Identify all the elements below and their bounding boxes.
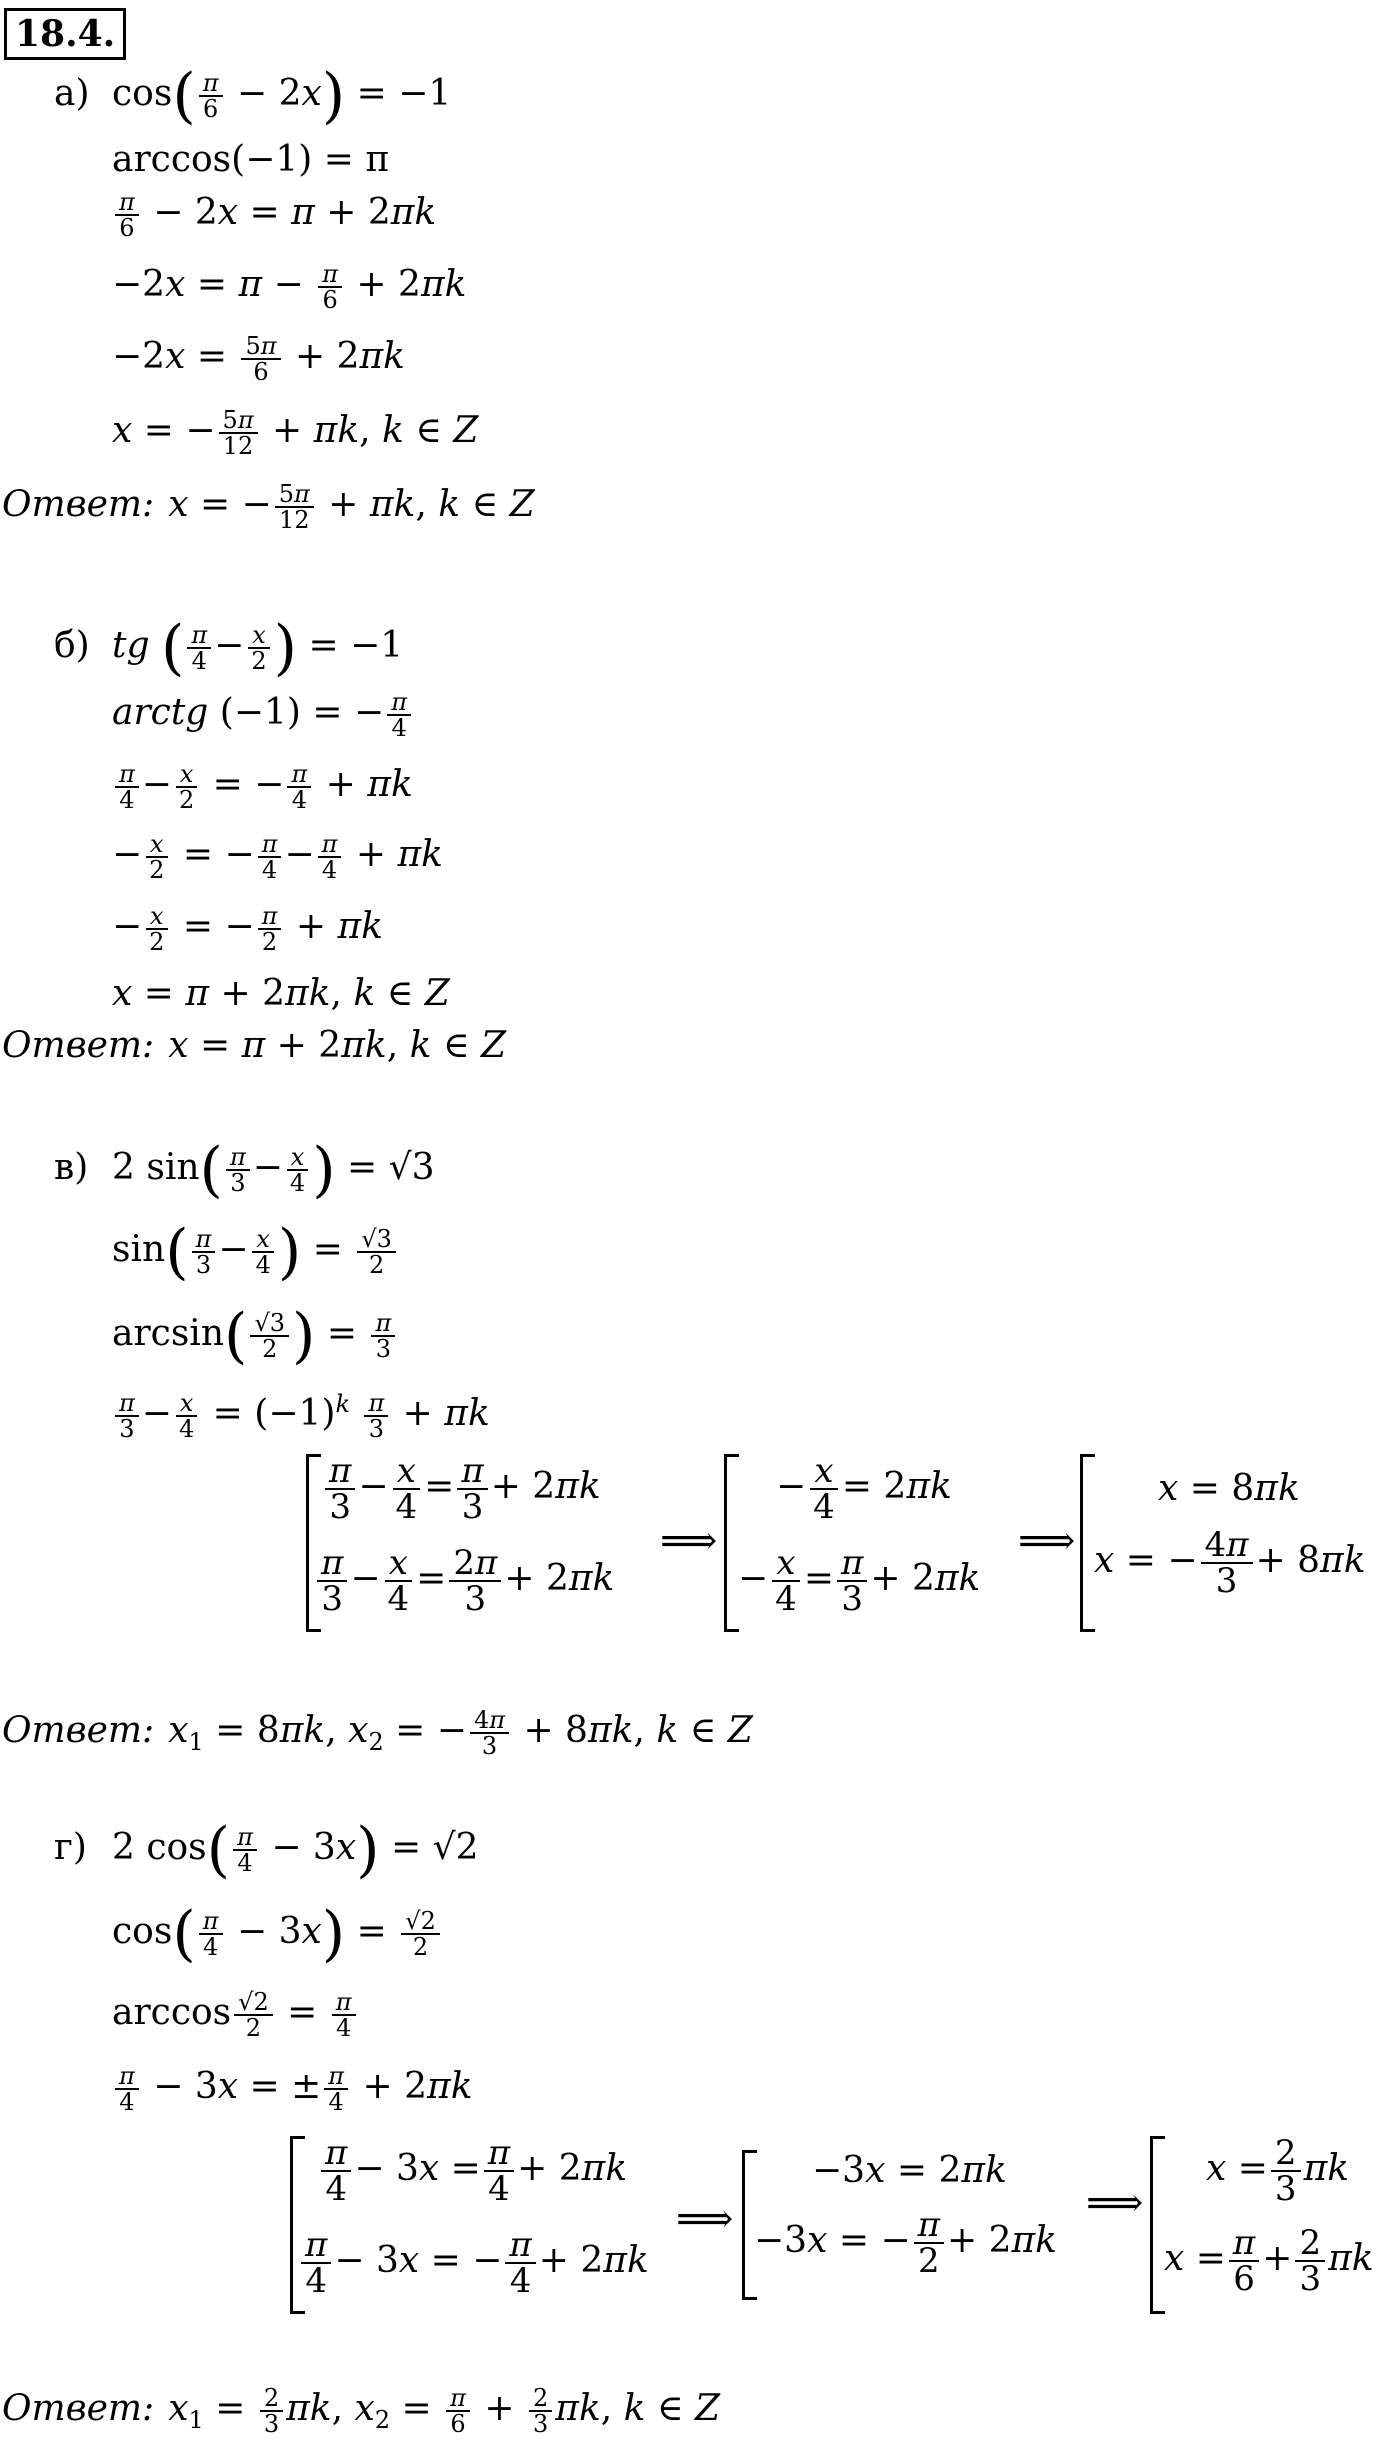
part-d-system-3-row-2: x = $\frac{\pi}{6}$ + $\frac{2}{3}$ πk (1164, 2223, 1374, 2299)
part-a-step-3: $\frac{\pi}{6}$ − 2x = π + 2πk (112, 190, 436, 240)
part-d-answer: Ответ: $x_1$ = $\frac{2}{3}$ πk, $x_2$ = $\frac{\pi}{6}$ + $\frac{2}{3}$ πk, k ∈ Z (2, 2384, 721, 2438)
part-d-label: г) (54, 1827, 87, 1868)
answer-word: Ответ: (2, 2388, 155, 2429)
part-c-system-3-row-1: x = 8πk (1158, 1468, 1300, 1509)
part-b-step-3: $\frac{\pi}{4}$ − $\frac{x}{2}$ = − $\frac{\pi}{4}$ + πk (112, 762, 413, 812)
part-b-answer: Ответ: x = π + 2πk, k ∈ Z (2, 1025, 506, 1066)
part-a-label: а) (54, 73, 90, 114)
part-a-step-1: а) cos( $\frac{\pi}{6}$ − 2x) = −1 (54, 61, 452, 131)
part-c-system-3-row-2: x = − $\frac{4\pi}{3}$ + 8πk (1094, 1525, 1366, 1601)
part-d-step-4: $\frac{\pi}{4}$ − 3x = ± $\frac{\pi}{4}$ + 2πk (112, 2064, 473, 2114)
part-c-step-3: arcsin( $\frac{√3}{2}$ ) = $\frac{\pi}{3}$ (112, 1306, 398, 1366)
part-c-step-1: в) 2 sin( $\frac{\pi}{3}$ − $\frac{x}{4}$ ) = √3 (54, 1135, 435, 1205)
part-d-step-2: cos( $\frac{\pi}{4}$ − 3x) = $\frac{√2}{2}$ (112, 1904, 443, 1964)
part-a-step-6: x = − $\frac{5\pi}{12}$ + πk, k ∈ Z (112, 406, 479, 460)
implies-arrow: ⟹ (660, 1518, 718, 1564)
answer-word: Ответ: (2, 1025, 155, 1066)
part-c-step-2: sin( $\frac{\pi}{3}$ − $\frac{x}{4}$ ) = $\frac{√3}{2}$ (112, 1222, 399, 1282)
part-d-system-2-row-1: −3x = 2πk (812, 2150, 1007, 2191)
part-b-step-2: arctg (−1) = − $\frac{\pi}{4}$ (112, 690, 414, 740)
part-c-system-1 (306, 1451, 646, 1632)
part-c-system-3 (1080, 1454, 1380, 1632)
part-d-system-1-row-2: $\frac{\pi}{4}$ − 3x = − $\frac{\pi}{4}$ + 2πk (298, 2228, 649, 2298)
implies-arrow: ⟹ (676, 2196, 734, 2242)
part-d-system-2 (742, 2150, 1082, 2300)
part-d-step-1: г) 2 cos( $\frac{\pi}{4}$ − 3x) = √2 (54, 1815, 479, 1885)
part-d-system-1-row-1: $\frac{\pi}{4}$ − 3x = $\frac{\pi}{4}$ + 2πk (318, 2136, 627, 2206)
part-c-label: в) (54, 1147, 89, 1188)
task-number: 18.4. (4, 8, 126, 60)
part-c-answer: Ответ: $x_1 = 8\pi k$, $x_2$ = − $\frac{4\pi}{3}$ + 8πk, k ∈ Z (2, 1706, 753, 1760)
part-c-step-4: $\frac{\pi}{3}$ − $\frac{x}{4}$ = $(-1)^k$ $\frac{\pi}{3}$ + πk (112, 1382, 490, 1441)
part-d-system-3 (1150, 2133, 1396, 2314)
part-c-system-2 (724, 1451, 1014, 1632)
part-b-step-4: − $\frac{x}{2}$ = − $\frac{\pi}{4}$ − $\frac{\pi}{4}$ + πk (112, 830, 443, 884)
part-a-step-2: arccos(−1) = π (112, 139, 390, 180)
part-a-answer: Ответ: x = − $\frac{5\pi}{12}$ + πk, k ∈ Z (2, 480, 535, 534)
part-d-system-3-row-1: x = $\frac{2}{3}$ πk (1206, 2133, 1350, 2209)
implies-arrow: ⟹ (1018, 1518, 1076, 1564)
part-b-label: б) (54, 625, 90, 666)
part-a-step-4: −2x = π − $\frac{\pi}{6}$ + 2πk (112, 260, 467, 314)
implies-arrow: ⟹ (1086, 2180, 1144, 2226)
part-c-system-1-row-2: $\frac{\pi}{3}$ − $\frac{x}{4}$ = $\frac{2\pi}{3}$ + 2πk (314, 1546, 614, 1616)
answer-word: Ответ: (2, 484, 155, 525)
part-b-step-6: x = π + 2πk, k ∈ Z (112, 973, 450, 1014)
part-c-system-2-row-2: − $\frac{x}{4}$ = $\frac{\pi}{3}$ + 2πk (738, 1543, 981, 1619)
part-b-step-5: − $\frac{x}{2}$ = − $\frac{\pi}{2}$ + πk (112, 902, 383, 956)
part-c-system-2-row-1: − $\frac{x}{4}$ = 2πk (776, 1451, 952, 1527)
part-b-step-1: б) tg ( $\frac{\pi}{4}$ − $\frac{x}{2}$ ) = −1 (54, 613, 404, 683)
answer-word: Ответ: (2, 1710, 155, 1751)
part-d-system-2-row-2: −3x = − $\frac{\pi}{2}$ + 2πk (754, 2205, 1057, 2281)
part-d-step-3: arccos $\frac{√2}{2}$ = $\frac{\pi}{4}$ (112, 1990, 359, 2040)
part-d-system-1 (290, 2133, 670, 2314)
part-c-system-1-row-1: $\frac{\pi}{3}$ − $\frac{x}{4}$ = $\frac{\pi}{3}$ + 2πk (322, 1454, 601, 1524)
part-a-step-5: −2x = $\frac{5\pi}{6}$ + 2πk (112, 332, 405, 386)
